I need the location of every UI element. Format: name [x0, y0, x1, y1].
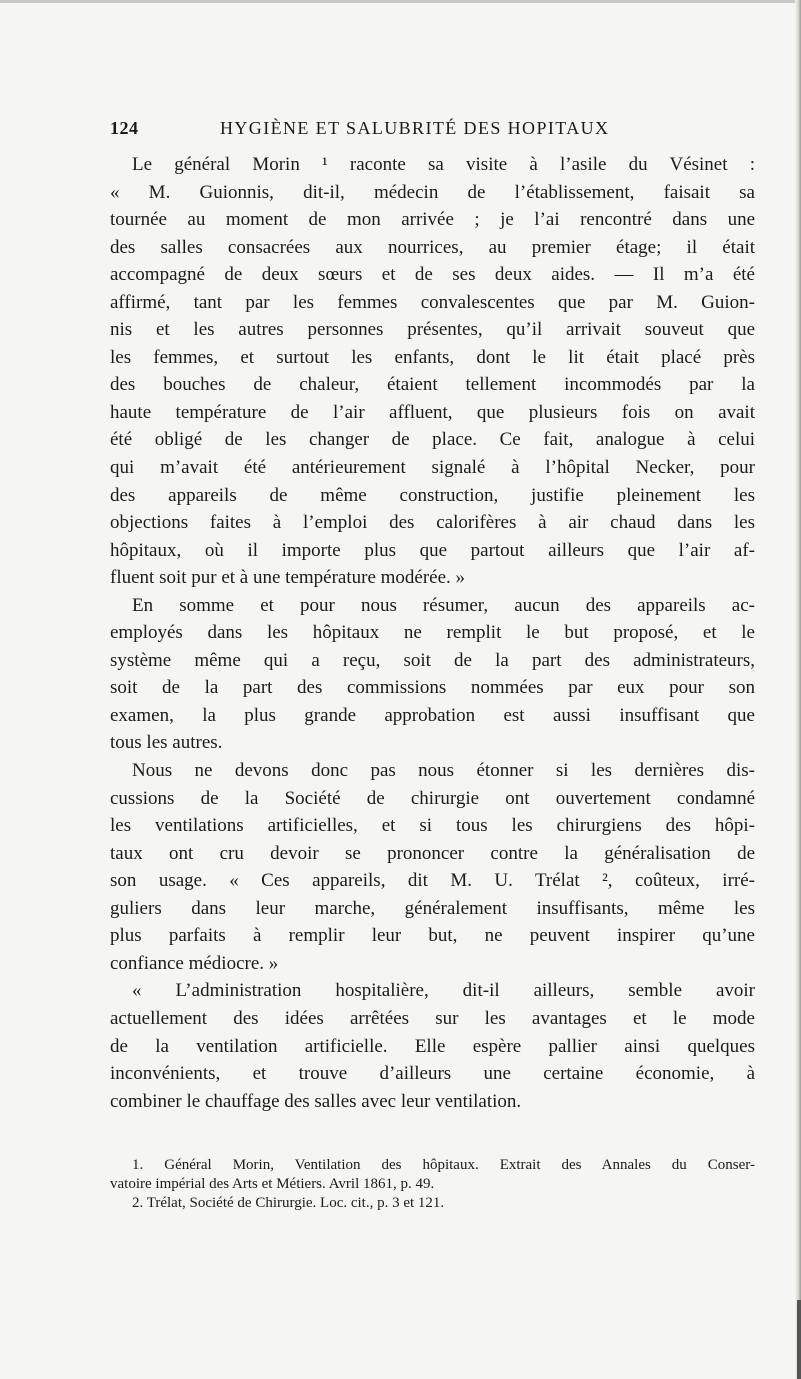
- text-line: haute température de l’air affluent, que plusieurs fois on avait: [110, 401, 755, 423]
- footnotes: [110, 1156, 755, 1213]
- text-line: « L’administration hospitalière, dit-il ailleurs, semble avoir: [132, 980, 755, 1002]
- text-line: examen, la plus grande approbation est aussi insuffisant que: [110, 704, 755, 726]
- text-line: taux ont cru devoir se prononcer contre la généralisation de: [110, 842, 755, 864]
- text-line: « M. Guionnis, dit-il, médecin de l’établissement, faisait sa: [110, 181, 755, 203]
- text-line: les ventilations artificielles, et si tous les chirurgiens des hôpi-: [110, 815, 755, 837]
- text-line: fluent soit pur et à une température modérée. »: [110, 567, 466, 589]
- footnote-line: vatoire impérial des Arts et Métiers. Avril 1861, p. 49.: [110, 1176, 435, 1192]
- page-number: 124: [110, 118, 139, 138]
- text-line: combiner le chauffage des salles avec leur ventilation.: [110, 1090, 522, 1112]
- text-line: accompagné de deux sœurs et de ses deux aides. — Il m’a été: [110, 264, 755, 286]
- text-line: guliers dans leur marche, généralement insuffisants, même les: [110, 897, 755, 919]
- text-line: cussions de la Société de chirurgie ont ouvertement condamné: [110, 787, 755, 809]
- text-line: de la ventilation artificielle. Elle espère pallier ainsi quelques: [110, 1035, 755, 1057]
- text-line: nis et les autres personnes présentes, qu’il arrivait souveut que: [110, 319, 755, 341]
- text-line: été obligé de les changer de place. Ce fait, analogue à celui: [110, 429, 755, 451]
- text-line: objections faites à l’emploi des calorifères à air chaud dans les: [110, 512, 755, 534]
- text-line: employés dans les hôpitaux ne remplit le but proposé, et le: [110, 622, 755, 644]
- text-line: affirmé, tant par les femmes convalescentes que par M. Guion-: [110, 291, 755, 313]
- page-right-edge: [795, 0, 801, 1379]
- text-line: des salles consacrées aux nourrices, au premier étage; il était: [110, 236, 755, 258]
- text-line: Le général Morin ¹ raconte sa visite à l’asile du Vésinet :: [132, 154, 755, 175]
- text-line: tous les autres.: [110, 732, 223, 754]
- footnote-line: 2. Trélat, Société de Chirurgie. Loc. cit., p. 3 et 121.: [132, 1195, 445, 1211]
- page-corner-shadow: [797, 1300, 801, 1379]
- text-line: confiance médiocre. »: [110, 952, 279, 974]
- text-line: qui m’avait été antérieurement signalé à l’hôpital Necker, pour: [110, 457, 755, 479]
- text-line: Nous ne devons donc pas nous étonner si les dernières dis-: [132, 760, 755, 782]
- text-line: tournée au moment de mon arrivée ; je l’ai rencontré dans une: [110, 209, 755, 231]
- text-line: inconvénients, et trouve d’ailleurs une certaine économie, à: [110, 1063, 755, 1085]
- text-line: actuellement des idées arrêtées sur les avantages et le mode: [110, 1007, 755, 1029]
- text-line: des bouches de chaleur, étaient tellement incommodés par la: [110, 374, 755, 396]
- text-line: son usage. « Ces appareils, dit M. U. Trélat ², coûteux, irré-: [110, 870, 755, 892]
- body-text: [110, 151, 755, 1115]
- page-top-edge: [0, 0, 801, 3]
- running-title: HYGIÈNE ET SALUBRITÉ DES HOPITAUX: [220, 118, 610, 138]
- text-line: des appareils de même construction, justifie pleinement les: [110, 484, 755, 506]
- footnote-line: 1. Général Morin, Ventilation des hôpitaux. Extrait des Annales du Conser-: [132, 1157, 755, 1173]
- text-line: plus parfaits à remplir leur but, ne peuvent inspirer qu’une: [110, 925, 755, 947]
- text-line: système même qui a reçu, soit de la part des administrateurs,: [110, 649, 755, 671]
- text-line: soit de la part des commissions nommées par eux pour son: [110, 677, 755, 699]
- running-head: [110, 118, 755, 142]
- text-line: les femmes, et surtout les enfants, dont le lit était placé près: [110, 346, 755, 368]
- text-line: En somme et pour nous résumer, aucun des appareils ac-: [132, 594, 755, 616]
- text-line: hôpitaux, où il importe plus que partout ailleurs que l’air af-: [110, 539, 755, 561]
